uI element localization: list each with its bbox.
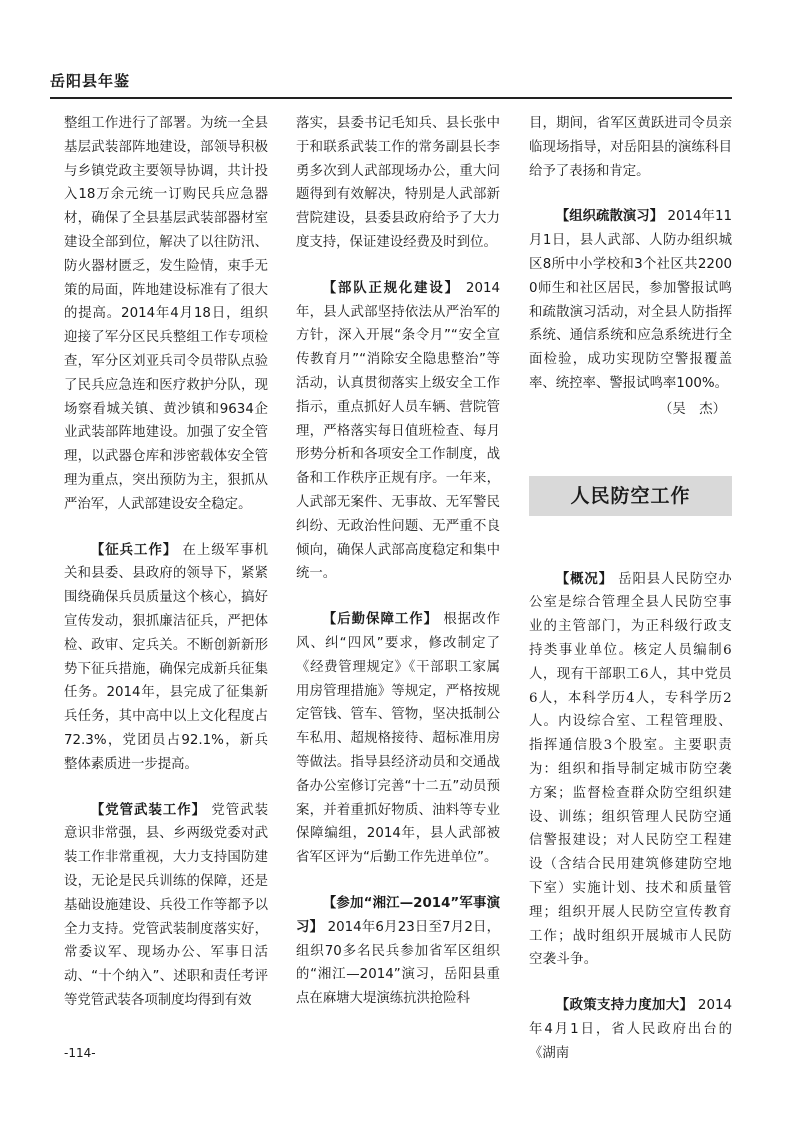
paragraph-text: 岳阳县人民防空办公室是综合管理全县人民防空事业的主管部门，为正科级行政支持类事业单位。核定人员编制6人，现有干部职工6人，其中党员6人，本科学历4人，专科学历2人。内设综合室、工程管理股、指挥通信股3个股室。主要职责为：组织和指导制定城市防空袭方案；监督检查群众防空组织建设、训练；组织管理人民防空通信警报建设；对人民防空工程建设（含结合民用建筑修建防空地下室）实施计划、技术和质量管理；组织开展人民防空宣传教育工作；战时组织开展城市人民防空袭斗争。: [529, 571, 732, 968]
paragraph-regularization: [296, 277, 500, 586]
column-1: [64, 112, 268, 1035]
section-banner: 人民防空工作: [529, 476, 732, 516]
column-2: [296, 112, 500, 1033]
section-heading: 【概况】: [555, 570, 614, 587]
paragraph-logistics: [296, 608, 500, 870]
paragraph-conscription: [64, 539, 268, 777]
paragraph-text: 根据改作风、纠“四风”要求，修改制定了《经费管理规定》《干部职工家属用房管理措施》等规定，严格按规定管钱、管车、管物，坚决抵制公车私用、超规格接待、超标准用房等做法。指导县经济动员和交通战备办公室修订完善“十二五”动员预案，并着重抓好物质、油料等专业保障编组，2014年，县人武部被省军区评为“后勤工作先进单位”。: [296, 612, 500, 866]
section-heading: 【政策支持力度加大】: [555, 998, 694, 1014]
paragraph-text: 2014年4月1日，省人民政府出台的《湖南: [529, 998, 732, 1061]
section-heading: 【后勤保障工作】: [322, 612, 439, 628]
paragraph: [529, 112, 732, 183]
paragraph-text: 在上级军事机关和县委、县政府的领导下，紧紧围绕确保兵员质量这个核心，搞好宣传发动，狠抓廉洁征兵，严把体检、政审、定兵关。不断创新新形势下征兵措施，确保完成新兵征集任务。2014年，县完成了征集新兵任务，其中高中以上文化程度占72.3%，党团员占92.1%，新兵整体素质进一步提高。: [64, 542, 268, 772]
page-number: -114-: [64, 1046, 96, 1060]
paragraph: [64, 112, 268, 517]
paragraph-evacuation-drill: [529, 205, 732, 395]
column-3: [529, 112, 732, 1088]
section-heading: 【组织疏散演习】: [555, 209, 664, 225]
section-heading: 【参加“湘江—2014”军事演习】: [296, 895, 500, 935]
section-heading: 【部队正规化建设】: [322, 280, 460, 296]
section-heading: 【党管武装工作】: [90, 802, 207, 818]
author-signature: （吴 杰）: [659, 401, 726, 417]
paragraph-text: 2014年，县人武部坚持依法从严治军的方针，深入开展“条令月”“安全宣传教育月”“消除安全隐患整治”等活动，认真贯彻落实上级安全工作指示，重点抓好人员车辆、营院管理，严格落实每日值班检查、每月形势分析和各项安全工作制度，战备和工作秩序正规有序。一年来，人武部无案件、无事故、无军警民纠纷、无政治性问题、无严重不良倾向，确保人武部高度稳定和集中统一。: [296, 280, 500, 582]
section-heading: 【征兵工作】: [90, 542, 178, 558]
paragraph-text: 整组工作进行了部署。为统一全县基层武装部阵地建设，部领导积极与乡镇党政主要领导协调，共计投入18万余元统一订购民兵应急器材，确保了全县基层武装部器材室建设全部到位，解决了以往防汛、防火器材匮乏，发生险情，束手无策的局面，阵地建设标准有了很大的提高。2014年4月18日，组织迎接了军分区民兵整组工作专项检查，军分区刘亚兵司令员带队点验了民兵应急连和医疗救护分队，现场察看城关镇、黄沙镇和9634企业武装部阵地建设。加强了安全管理，以武器仓库和涉密载体安全管理为重点，突出预防为主，狠抓从严治军，人武部建设安全稳定。: [64, 116, 268, 512]
paragraph-text: 目，期间，省军区黄跃进司令员亲临现场指导，对岳阳县的演练科目给予了表扬和肯定。: [529, 116, 732, 179]
book-title: 岳阳县年鉴: [50, 72, 131, 90]
paragraph-xiangjiang-exercise: [296, 892, 500, 1011]
paragraph-party-armed-forces: [64, 799, 268, 1013]
paragraph-overview: [529, 568, 732, 973]
header-rule: [50, 97, 732, 99]
paragraph-text: 2014年11月1日，县人武部、人防办组织城区8所中小学校和3个社区共22000师生和社区居民，参加警报试鸣和疏散演习活动，对全县人防指挥系统、通信系统和应急系统进行全面检验，成功实现防空警报覆盖率、统控率、警报试鸣率100%。: [529, 209, 732, 391]
paragraph-text: 2014年6月23日至7月2日，组织70多名民兵参加省军区组织的“湘江—2014”演习，岳阳县重点在麻塘大堤演练抗洪抢险科: [296, 919, 500, 1007]
paragraph-policy-support: [529, 994, 732, 1065]
paragraph-text: 党管武装意识非常强，县、乡两级党委对武装工作非常重视，大力支持国防建设，无论是民兵训练的保障，还是基础设施建设、兵役工作等都予以全力支持。党管武装制度落实好，常委议军、现场办公、军事日活动、“十个纳入”、述职和责任考评等党管武装各项制度均得到有效: [64, 802, 268, 1008]
paragraph: [296, 112, 500, 255]
paragraph-text: 落实，县委书记毛知兵、县长张中于和联系武装工作的常务副县长李勇多次到人武部现场办公，重大问题得到有效解决，特别是人武部新营院建设，县委县政府给予了大力度支持，保证建设经费及时到位。: [296, 116, 500, 250]
